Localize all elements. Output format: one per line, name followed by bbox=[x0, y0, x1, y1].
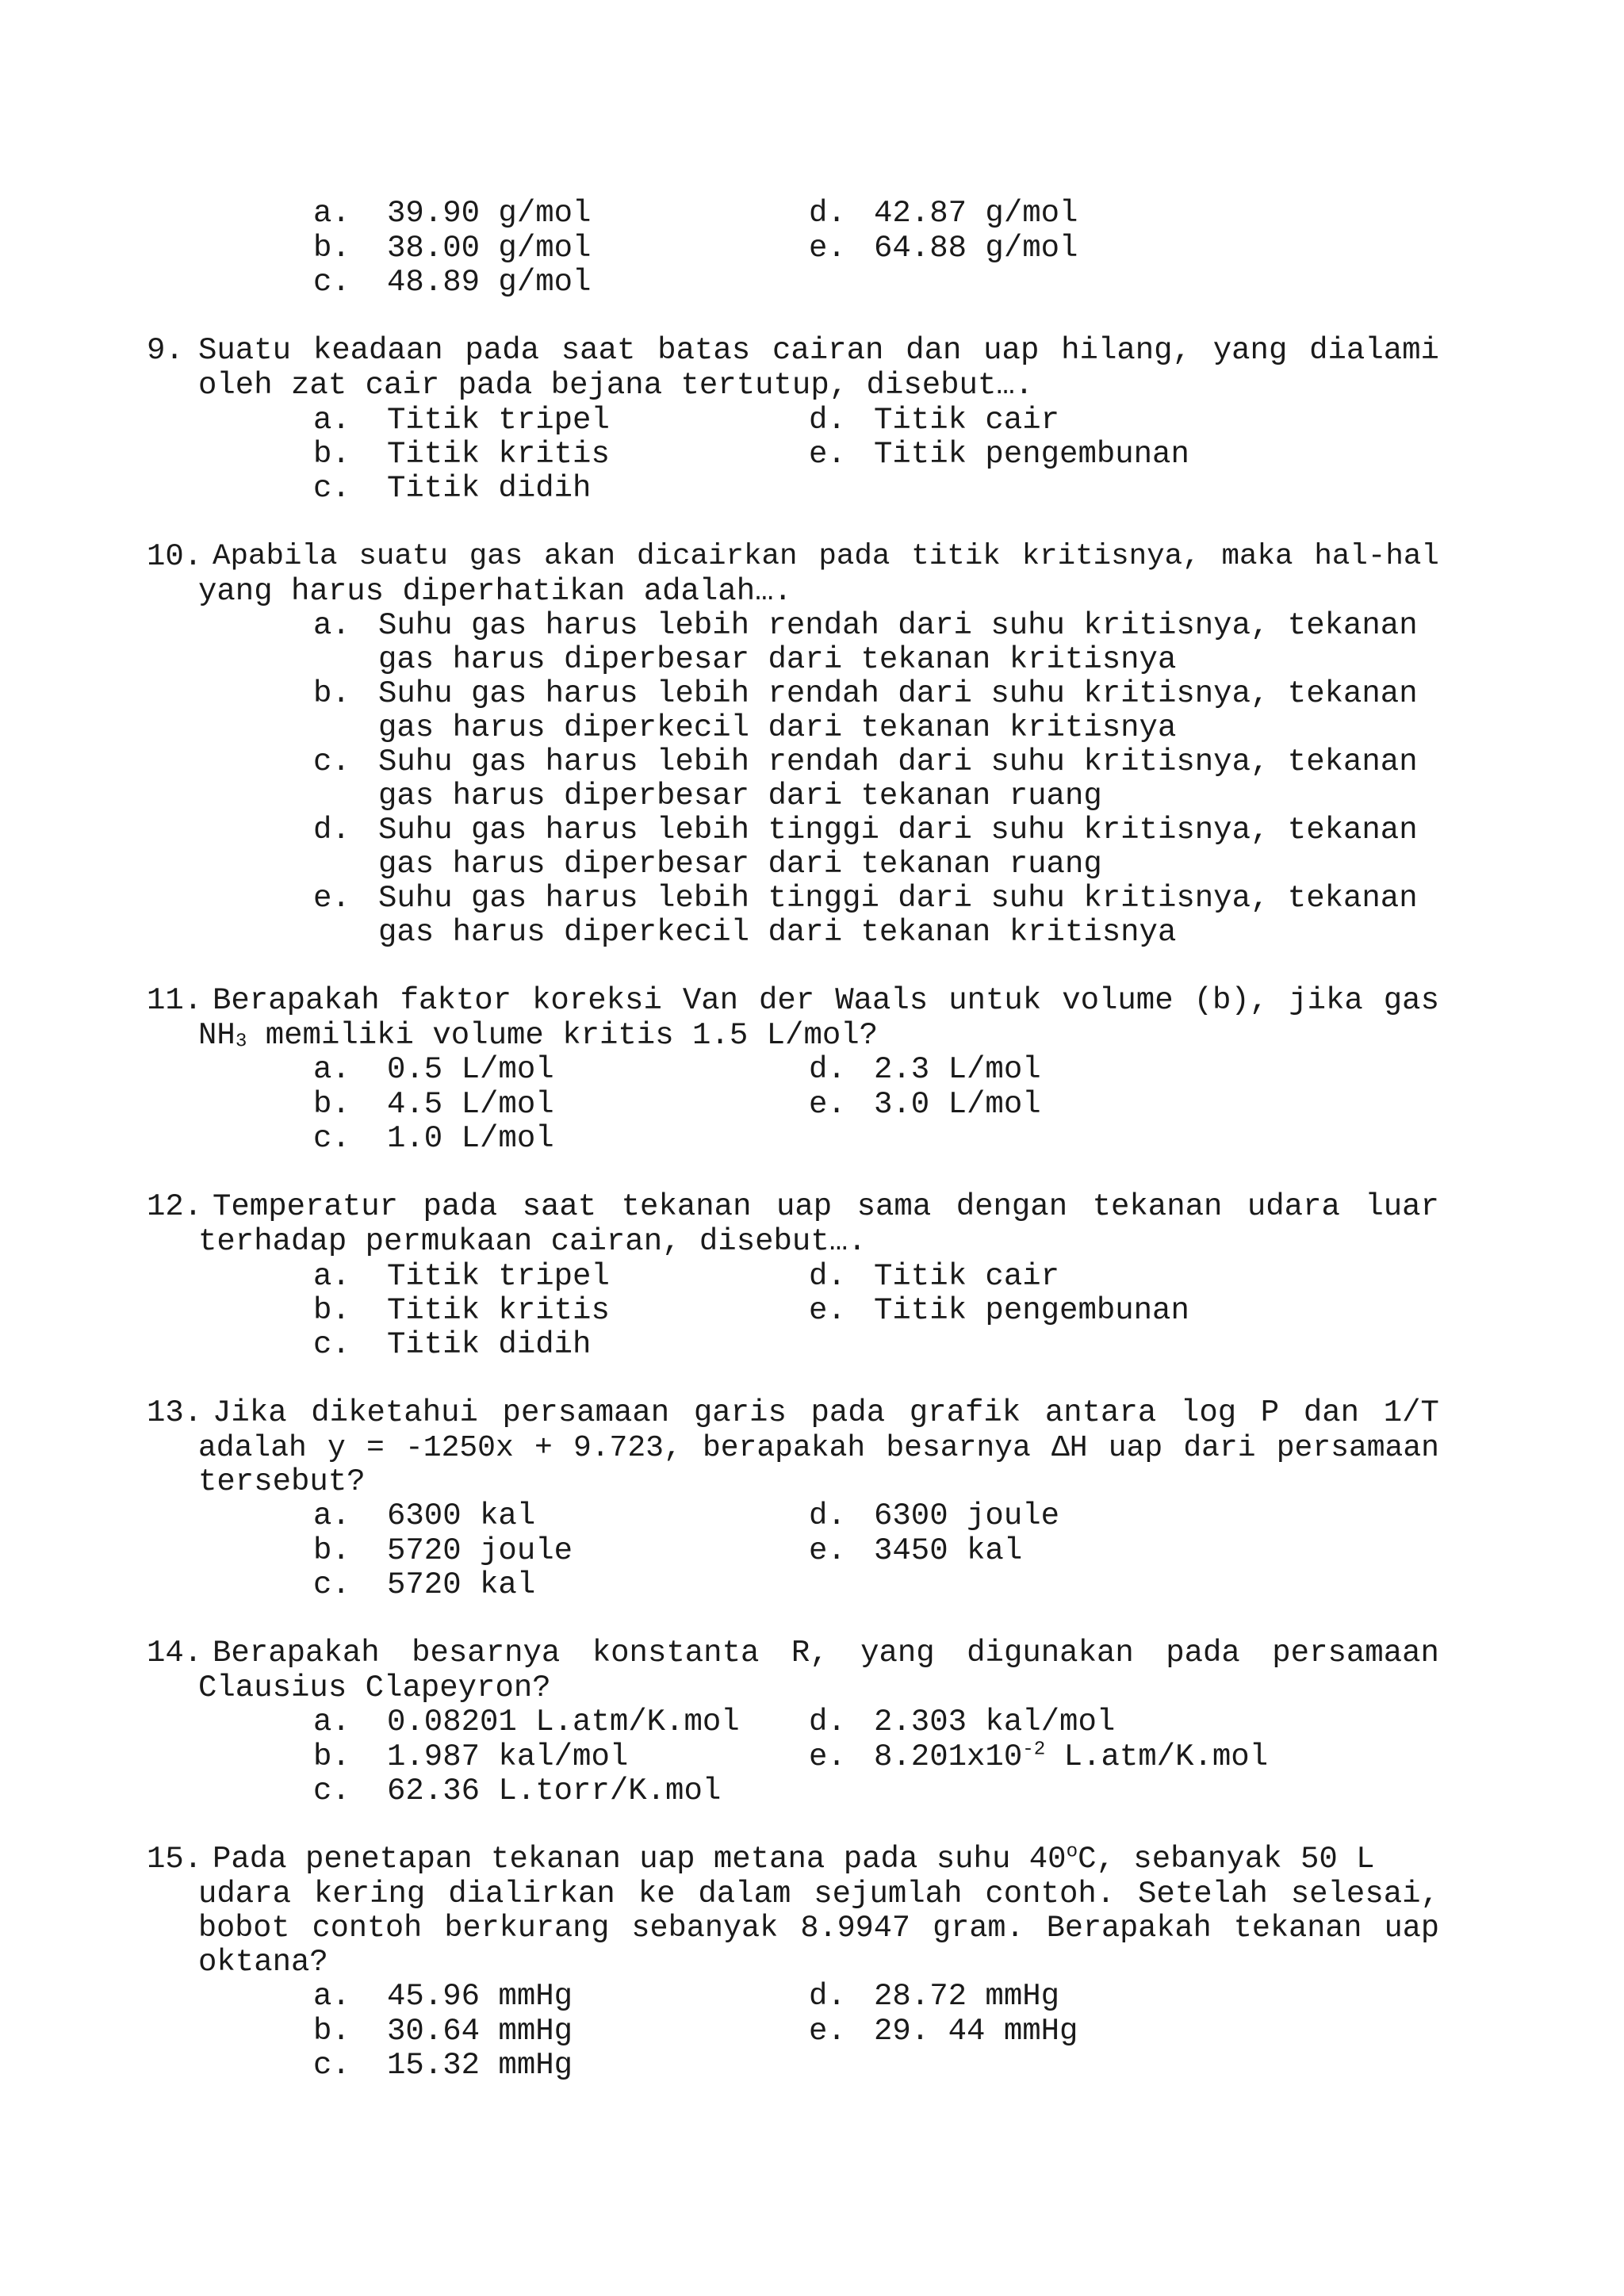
question-word: yang bbox=[860, 1636, 935, 1670]
option-label: d. bbox=[313, 813, 350, 848]
option-text: 62.36 L.torr/K.mol bbox=[387, 1774, 722, 1808]
option-label: a. bbox=[313, 608, 350, 643]
option-text: Titik didih bbox=[387, 471, 592, 506]
option-label: e. bbox=[809, 2014, 846, 2049]
question-word: Apabila bbox=[213, 540, 338, 573]
question-word: persamaan bbox=[1272, 1636, 1439, 1670]
question-text-line: yang harus diperhatikan adalah…. bbox=[198, 574, 792, 609]
question-text-line bbox=[213, 1636, 1439, 1670]
question-word: sejumlah bbox=[814, 1877, 963, 1911]
option-text: 64.88 g/mol bbox=[874, 231, 1078, 266]
question-word: y bbox=[327, 1431, 346, 1465]
option-label: a. bbox=[313, 1979, 350, 2014]
question-word: dicairkan bbox=[636, 540, 798, 573]
question-word: uap bbox=[983, 333, 1040, 368]
question-text: memiliki volume kritis 1.5 L/mol? bbox=[247, 1018, 879, 1053]
question-text-line bbox=[198, 1019, 878, 1053]
option-label: b. bbox=[313, 1739, 350, 1774]
question-word: R, bbox=[791, 1636, 829, 1670]
question-word: adalah bbox=[198, 1431, 307, 1465]
option-text: gas harus diperbesar dari tekanan kritisnya bbox=[378, 642, 1177, 677]
question-word: pada bbox=[465, 333, 540, 368]
question-word: dan bbox=[1303, 1395, 1360, 1430]
option-label: b. bbox=[313, 2014, 350, 2049]
question-word: Waals bbox=[835, 983, 929, 1018]
question-word: dari bbox=[1183, 1431, 1256, 1465]
question-word: uap bbox=[1108, 1431, 1163, 1465]
question-word: 8.9947 bbox=[800, 1911, 910, 1946]
question-word: persamaan bbox=[502, 1395, 670, 1430]
option-label: a. bbox=[313, 1705, 350, 1739]
option-text: Suhu gas harus lebih rendah dari suhu kritisnya, tekanan bbox=[378, 744, 1418, 779]
question-word: sebanyak bbox=[631, 1911, 779, 1946]
option-label: d. bbox=[809, 403, 846, 438]
question-word: gas bbox=[469, 540, 523, 573]
option-label: b. bbox=[313, 1293, 350, 1328]
option-text: 1.0 L/mol bbox=[387, 1121, 554, 1156]
question-word: = bbox=[366, 1431, 385, 1465]
question-word: sama bbox=[856, 1189, 932, 1224]
question-word: titik bbox=[911, 540, 1001, 573]
question-word: gram. bbox=[933, 1911, 1025, 1946]
question-word: besarnya bbox=[412, 1636, 561, 1670]
question-word: + bbox=[534, 1431, 553, 1465]
option-label: e. bbox=[809, 231, 846, 266]
option-text: gas harus diperkecil dari tekanan kritisnya bbox=[378, 710, 1177, 745]
option-text: Titik tripel bbox=[387, 403, 610, 438]
question-word: Jika bbox=[213, 1395, 287, 1430]
option-text: 42.87 g/mol bbox=[874, 196, 1078, 231]
question-word: berapakah bbox=[702, 1431, 866, 1465]
question-word: ke bbox=[638, 1877, 676, 1911]
option-label: d. bbox=[809, 1052, 846, 1087]
question-word: berkurang bbox=[444, 1911, 610, 1946]
option-label: b. bbox=[313, 676, 350, 711]
question-text-line bbox=[213, 1396, 1439, 1430]
option-text: 2.3 L/mol bbox=[874, 1052, 1041, 1087]
question-word: saat bbox=[522, 1189, 597, 1224]
question-word: faktor bbox=[400, 983, 512, 1018]
question-word: batas bbox=[657, 333, 751, 368]
question-word: grafik bbox=[909, 1395, 1021, 1430]
question-text-line bbox=[198, 1877, 1439, 1911]
question-text-line: oleh zat cair pada bejana tertutup, disebut…. bbox=[198, 368, 1034, 403]
question-text-part: Pada penetapan tekanan uap metana pada suhu 40 bbox=[213, 1842, 1067, 1877]
option-label: c. bbox=[313, 265, 350, 300]
question-text-line: terhadap permukaan cairan, disebut…. bbox=[198, 1224, 867, 1259]
question-word: antara bbox=[1044, 1395, 1157, 1430]
question-word: -1250x bbox=[404, 1431, 514, 1465]
question-word: tekanan bbox=[1092, 1189, 1223, 1224]
option-text: gas harus diperbesar dari tekanan ruang bbox=[378, 847, 1102, 882]
question-word: contoh bbox=[312, 1911, 423, 1946]
option-text: 5720 joule bbox=[387, 1533, 573, 1568]
question-word: maka bbox=[1221, 540, 1293, 573]
subscript: 3 bbox=[235, 1031, 247, 1053]
option-text: 0.08201 L.atm/K.mol bbox=[387, 1705, 740, 1739]
question-word: dan bbox=[906, 333, 962, 368]
question-word: keadaan bbox=[312, 333, 443, 368]
superscript: -2 bbox=[1022, 1739, 1046, 1761]
option-label: d. bbox=[809, 1498, 846, 1533]
option-label: c. bbox=[313, 471, 350, 506]
question-text-line bbox=[198, 1431, 1439, 1465]
option-text: 3.0 L/mol bbox=[874, 1087, 1041, 1122]
question-number: 15. bbox=[147, 1842, 203, 1877]
option-label: e. bbox=[809, 1533, 846, 1568]
option-label: c. bbox=[313, 2048, 350, 2083]
question-word: luar bbox=[1365, 1189, 1439, 1224]
question-number: 13. bbox=[147, 1395, 203, 1430]
option-text: 1.987 kal/mol bbox=[387, 1739, 629, 1774]
option-label: d. bbox=[809, 1705, 846, 1739]
option-label: a. bbox=[313, 403, 350, 438]
question-text-line: Clausius Clapeyron? bbox=[198, 1670, 551, 1705]
option-text: 15.32 mmHg bbox=[387, 2048, 573, 2083]
question-word: uap bbox=[776, 1189, 833, 1224]
option-text: Suhu gas harus lebih rendah dari suhu kritisnya, tekanan bbox=[378, 676, 1418, 711]
question-text-part: C, sebanyak 50 L bbox=[1078, 1842, 1375, 1877]
question-word: selesai, bbox=[1290, 1877, 1439, 1911]
question-word: P bbox=[1260, 1395, 1280, 1430]
option-text: 4.5 L/mol bbox=[387, 1087, 554, 1122]
question-text bbox=[213, 1843, 1375, 1877]
question-word: udara bbox=[198, 1877, 292, 1911]
option-text: 38.00 g/mol bbox=[387, 231, 592, 266]
question-word: dialami bbox=[1309, 333, 1439, 368]
question-word: contoh. bbox=[985, 1877, 1116, 1911]
option-text: 0.5 L/mol bbox=[387, 1052, 554, 1087]
question-word: diketahui bbox=[311, 1395, 478, 1430]
question-word: koreksi bbox=[532, 983, 662, 1018]
question-word: tekanan bbox=[1233, 1911, 1362, 1946]
question-word: 1/T bbox=[1383, 1395, 1439, 1430]
question-word: dialirkan bbox=[448, 1877, 615, 1911]
option-label: a. bbox=[313, 1052, 350, 1087]
option-text: Titik kritis bbox=[387, 437, 610, 472]
question-number: 14. bbox=[147, 1636, 203, 1670]
option-label: c. bbox=[313, 744, 350, 779]
option-text: Titik kritis bbox=[387, 1293, 610, 1328]
question-word: Berapakah bbox=[213, 1636, 380, 1670]
option-label: b. bbox=[313, 231, 350, 266]
question-word: untuk bbox=[948, 983, 1042, 1018]
option-text: Titik didih bbox=[387, 1327, 592, 1362]
formula-text: NH bbox=[198, 1018, 236, 1053]
option-label: e. bbox=[809, 1293, 846, 1328]
option-label: a. bbox=[313, 196, 350, 231]
option-text bbox=[874, 1740, 1268, 1774]
question-word: pada bbox=[810, 1395, 886, 1430]
question-number: 11. bbox=[147, 983, 203, 1018]
question-text-line: tersebut? bbox=[198, 1464, 366, 1499]
question-word: pada bbox=[423, 1189, 498, 1224]
question-word: pada bbox=[1166, 1636, 1240, 1670]
question-word: 9.723, bbox=[573, 1431, 682, 1465]
question-word: jika bbox=[1289, 983, 1363, 1018]
question-word: Setelah bbox=[1138, 1877, 1268, 1911]
option-text: 5720 kal bbox=[387, 1567, 536, 1602]
option-text: Titik cair bbox=[874, 403, 1060, 438]
option-label: a. bbox=[313, 1498, 350, 1533]
question-text-line bbox=[198, 1911, 1439, 1946]
question-word: dengan bbox=[956, 1189, 1068, 1224]
question-word: der bbox=[759, 983, 815, 1018]
option-label: e. bbox=[809, 1739, 846, 1774]
question-word: digunakan bbox=[967, 1636, 1134, 1670]
question-word: pada bbox=[818, 540, 891, 573]
option-label: b. bbox=[313, 437, 350, 472]
question-text-line bbox=[213, 1843, 1439, 1877]
option-text: 28.72 mmHg bbox=[874, 1979, 1060, 2014]
option-label: c. bbox=[313, 1774, 350, 1808]
question-word: Berapakah bbox=[213, 983, 380, 1018]
question-word: saat bbox=[561, 333, 636, 368]
question-word: volume bbox=[1062, 983, 1174, 1018]
option-label: a. bbox=[313, 1259, 350, 1294]
option-text: gas harus diperbesar dari tekanan ruang bbox=[378, 779, 1102, 813]
question-word: Suatu bbox=[198, 333, 292, 368]
superscript: o bbox=[1066, 1841, 1078, 1863]
option-text: Titik cair bbox=[874, 1259, 1060, 1294]
question-word: tekanan bbox=[621, 1189, 752, 1224]
question-text-line bbox=[213, 1190, 1439, 1224]
option-text: Suhu gas harus lebih tinggi dari suhu kritisnya, tekanan bbox=[378, 813, 1418, 848]
question-word: udara bbox=[1247, 1189, 1340, 1224]
option-label: d. bbox=[809, 1259, 846, 1294]
question-word: konstanta bbox=[592, 1636, 760, 1670]
option-text: 6300 kal bbox=[387, 1498, 536, 1533]
option-text: Titik pengembunan bbox=[874, 1293, 1189, 1328]
question-word: persamaan bbox=[1276, 1431, 1439, 1465]
question-word: hal-hal bbox=[1314, 540, 1439, 573]
question-word: (b), bbox=[1193, 983, 1269, 1018]
option-text: 48.89 g/mol bbox=[387, 265, 592, 300]
question-number: 10. bbox=[147, 539, 203, 574]
question-word: Berapakah bbox=[1046, 1911, 1212, 1946]
question-number: 9. bbox=[147, 333, 184, 368]
question-word: suatu bbox=[358, 540, 448, 573]
question-word: log bbox=[1180, 1395, 1237, 1430]
option-label: c. bbox=[313, 1327, 350, 1362]
question-word: cairan bbox=[772, 333, 884, 368]
option-text-part: L.atm/K.mol bbox=[1045, 1739, 1269, 1774]
option-label: b. bbox=[313, 1087, 350, 1122]
question-word: akan bbox=[544, 540, 616, 573]
question-word: kering bbox=[313, 1877, 426, 1911]
option-label: e. bbox=[809, 437, 846, 472]
question-text-line bbox=[198, 334, 1439, 368]
question-number: 12. bbox=[147, 1189, 203, 1224]
option-label: b. bbox=[313, 1533, 350, 1568]
option-label: d. bbox=[809, 1979, 846, 2014]
option-text: Titik tripel bbox=[387, 1259, 610, 1294]
option-text: gas harus diperkecil dari tekanan kritisnya bbox=[378, 915, 1177, 950]
question-text-line bbox=[213, 540, 1439, 574]
question-word: Van bbox=[682, 983, 739, 1018]
question-word: bobot bbox=[198, 1911, 290, 1946]
question-word: kritisnya, bbox=[1021, 540, 1201, 573]
question-word: gas bbox=[1383, 983, 1439, 1018]
question-word: garis bbox=[693, 1395, 787, 1430]
option-text: Titik pengembunan bbox=[874, 437, 1189, 472]
option-label: e. bbox=[809, 1087, 846, 1122]
option-text: 29. 44 mmHg bbox=[874, 2014, 1078, 2049]
option-text: 6300 joule bbox=[874, 1498, 1060, 1533]
option-text: 45.96 mmHg bbox=[387, 1979, 573, 2014]
question-word: besarnya bbox=[886, 1431, 1031, 1465]
question-word: Temperatur bbox=[213, 1189, 399, 1224]
question-word: yang bbox=[1212, 333, 1288, 368]
option-label: c. bbox=[313, 1121, 350, 1156]
option-label: c. bbox=[313, 1567, 350, 1602]
option-text: 39.90 g/mol bbox=[387, 196, 592, 231]
option-text: 30.64 mmHg bbox=[387, 2014, 573, 2049]
option-label: e. bbox=[313, 881, 350, 916]
question-word: uap bbox=[1384, 1911, 1439, 1946]
question-text-line: oktana? bbox=[198, 1945, 328, 1980]
question-word: ΔH bbox=[1051, 1431, 1088, 1465]
question-word: dalam bbox=[698, 1877, 791, 1911]
option-text: Suhu gas harus lebih tinggi dari suhu kritisnya, tekanan bbox=[378, 881, 1418, 916]
option-text: 2.303 kal/mol bbox=[874, 1705, 1116, 1739]
question-text-line bbox=[213, 984, 1439, 1018]
option-text: Suhu gas harus lebih rendah dari suhu kritisnya, tekanan bbox=[378, 608, 1418, 643]
question-word: hilang, bbox=[1061, 333, 1191, 368]
option-text: 3450 kal bbox=[874, 1533, 1023, 1568]
option-text-part: 8.201x10 bbox=[874, 1739, 1023, 1774]
option-label: d. bbox=[809, 196, 846, 231]
